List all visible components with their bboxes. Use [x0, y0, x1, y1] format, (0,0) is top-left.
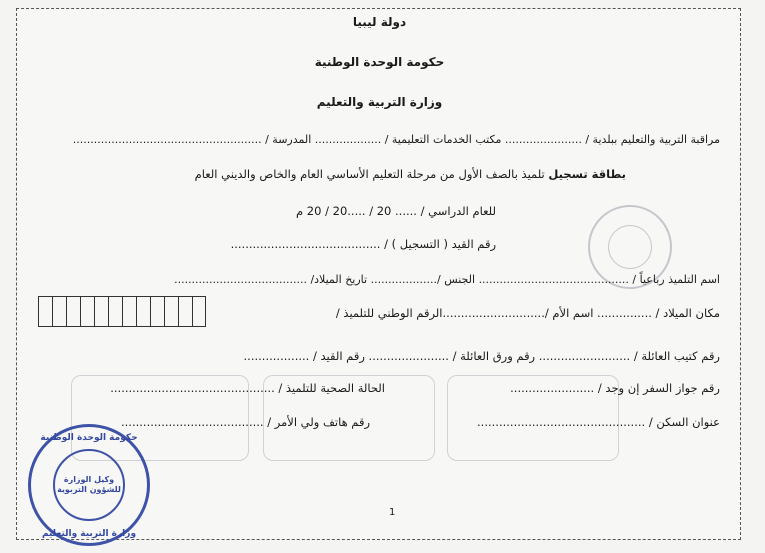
official-stamp — [28, 424, 150, 546]
national-id-digit-box — [164, 296, 178, 327]
national-id-digit-box — [150, 296, 164, 327]
national-id-digit-box — [66, 296, 80, 327]
card-title-bold: بطاقة تسجيل — [548, 167, 626, 181]
national-id-boxes — [38, 296, 206, 327]
stamp-center — [53, 449, 125, 521]
national-id-digit-box — [178, 296, 192, 327]
registration-number: رقم القيد ( التسجيل ) / ......................................... — [230, 237, 496, 251]
national-id-digit-box — [38, 296, 52, 327]
header-ministry: وزارة التربية والتعليم — [316, 95, 443, 109]
family-book-line: رقم كتيب العائلة / ......................... رقم ورق العائلة / ...................... رقم القيد / .................. — [243, 349, 720, 363]
stamp-top-text: حكومة الوحدة الوطنية — [40, 433, 138, 443]
header-country: دولة ليبيا — [352, 15, 407, 29]
card-title — [195, 167, 626, 181]
health-line: الحالة الصحية للتلميذ / ............................................. — [110, 381, 385, 395]
stamp-center-text: وكيل الوزارة للشؤون التربوية — [57, 475, 121, 494]
passport-line: رقم جواز السفر إن وجد / ....................... — [510, 381, 720, 395]
header-government: حكومة الوحدة الوطنية — [314, 55, 445, 69]
national-id-digit-box — [108, 296, 122, 327]
student-name-gender-dob: اسم التلميذ رباعياً / ........................................... الجنس /................... تاريخ الميلاد/ ...................................... — [174, 273, 720, 286]
guardian-phone-line: رقم هاتف ولي الأمر / ....................................... — [121, 415, 370, 429]
national-id-digit-box — [192, 296, 206, 327]
national-id-digit-box — [94, 296, 108, 327]
page-number: 1 — [389, 507, 396, 518]
stamp-bottom-text: وزارة التربية والتعليم — [41, 529, 137, 539]
offices-line: مراقبة التربية والتعليم ببلدية / ...................... مكتب الخدمات التعليمية / ................... المدرسة / ...................................................... — [72, 133, 720, 146]
national-id-digit-box — [122, 296, 136, 327]
national-id-digit-box — [52, 296, 66, 327]
national-id-digit-box — [136, 296, 150, 327]
birthplace-mother-national-id: مكان الميلاد / ............... اسم الأم /............................الرقم الوطني للتلميذ / — [335, 306, 720, 320]
faint-stamp-inner-ring — [608, 225, 652, 269]
card-title-rest: تلميذ بالصف الأول من مرحلة التعليم الأساسي العام والخاص والديني العام — [194, 167, 549, 181]
national-id-digit-box — [80, 296, 94, 327]
school-year: للعام الدراسي / ...... 20 / .....20 / 20 م — [296, 204, 496, 218]
address-line: عنوان السكن / .............................................. — [477, 415, 720, 429]
